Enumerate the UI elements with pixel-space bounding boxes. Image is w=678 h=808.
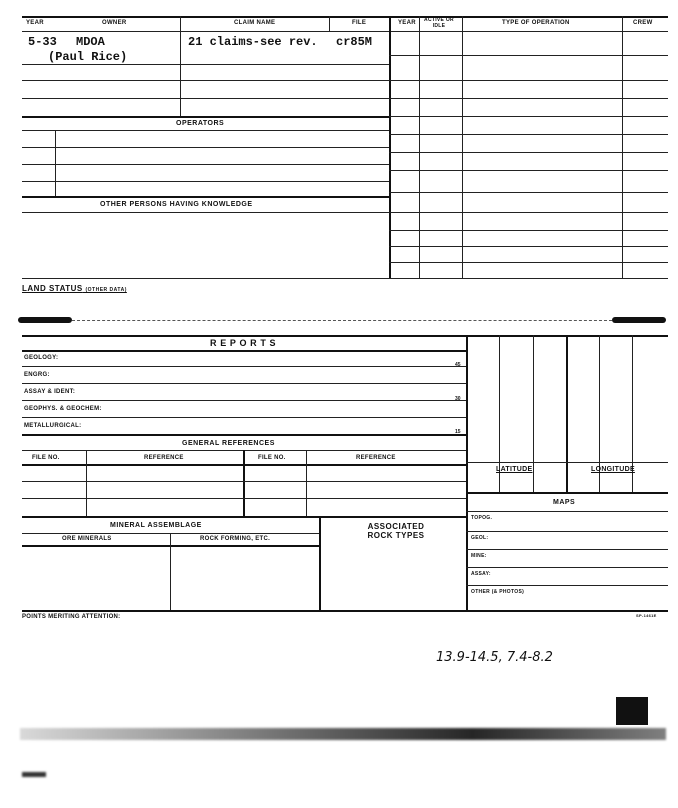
other-persons-heading: OTHER PERSONS HAVING KNOWLEDGE bbox=[100, 201, 253, 208]
land-status-note: (OTHER DATA) bbox=[85, 287, 127, 293]
divider bbox=[389, 98, 668, 99]
col-rock-forming: ROCK FORMING, ETC. bbox=[200, 536, 271, 542]
divider bbox=[22, 181, 389, 182]
map-assay: ASSAY: bbox=[471, 571, 491, 577]
report-engrg: ENGRG: bbox=[24, 372, 50, 378]
divider bbox=[22, 130, 389, 131]
scan-streak bbox=[20, 728, 666, 740]
entry-claim-name: 21 claims-see rev. bbox=[188, 35, 318, 49]
divider bbox=[22, 164, 389, 165]
divider bbox=[389, 170, 668, 171]
map-topog: TOPOG. bbox=[471, 515, 493, 521]
header-crew: CREW bbox=[633, 20, 653, 26]
divider bbox=[22, 366, 466, 367]
divider bbox=[22, 147, 389, 148]
divider bbox=[466, 585, 668, 586]
header-year: YEAR bbox=[26, 20, 44, 26]
header-owner: OWNER bbox=[102, 20, 127, 26]
divider bbox=[22, 31, 668, 32]
divider bbox=[533, 335, 534, 492]
ref-col-file-no-2: FILE NO. bbox=[258, 455, 286, 461]
ref-col-reference-2: REFERENCE bbox=[356, 455, 396, 461]
divider bbox=[22, 481, 466, 482]
report-geology: GEOLOGY: bbox=[24, 355, 59, 361]
header-active-idle: ACTIVE OR IDLE bbox=[424, 17, 454, 29]
divider bbox=[329, 16, 330, 31]
latitude-label: LATITUDE bbox=[496, 466, 533, 473]
divider bbox=[466, 492, 668, 494]
divider bbox=[22, 64, 389, 65]
divider bbox=[466, 462, 668, 463]
mineral-assemblage-heading: MINERAL ASSEMBLAGE bbox=[110, 522, 202, 529]
margin-number: 30 bbox=[455, 396, 461, 402]
report-metallurgical: METALLURGICAL: bbox=[24, 423, 82, 429]
divider bbox=[466, 335, 468, 610]
header-year-2: YEAR bbox=[398, 20, 416, 26]
divider bbox=[389, 192, 668, 193]
divider bbox=[22, 80, 389, 81]
ref-col-reference: REFERENCE bbox=[144, 455, 184, 461]
header-file: FILE bbox=[352, 20, 367, 26]
divider bbox=[306, 450, 307, 516]
scan-mark bbox=[22, 772, 46, 777]
divider bbox=[22, 434, 466, 436]
divider bbox=[22, 116, 389, 118]
divider bbox=[243, 450, 245, 516]
header-claim-name: CLAIM NAME bbox=[234, 20, 276, 26]
divider bbox=[22, 212, 389, 213]
ref-col-file-no: FILE NO. bbox=[32, 455, 60, 461]
divider bbox=[72, 320, 612, 321]
divider bbox=[22, 417, 466, 418]
entry-year: 5-33 bbox=[28, 35, 57, 49]
entry-file: cr85M bbox=[336, 35, 373, 49]
handwritten-note: 13.9-14.5, 7.4-8.2 bbox=[436, 650, 553, 665]
divider bbox=[22, 278, 668, 279]
divider bbox=[22, 400, 466, 401]
divider bbox=[466, 511, 668, 512]
divider bbox=[389, 55, 668, 56]
header-type-of-operation: TYPE OF OPERATION bbox=[502, 20, 570, 26]
report-geophys: GEOPHYS. & GEOCHEM: bbox=[24, 406, 102, 412]
divider bbox=[466, 567, 668, 568]
redaction-mark bbox=[612, 317, 666, 323]
divider bbox=[55, 130, 56, 196]
divider bbox=[22, 16, 668, 18]
divider bbox=[389, 262, 668, 263]
scan-mark bbox=[616, 697, 648, 725]
margin-number: 45 bbox=[455, 362, 461, 368]
divider bbox=[22, 350, 466, 352]
divider bbox=[22, 196, 389, 198]
report-assay: ASSAY & IDENT: bbox=[24, 389, 76, 395]
reports-heading: R E P O R T S bbox=[210, 338, 277, 348]
divider bbox=[170, 533, 171, 610]
redaction-mark bbox=[18, 317, 72, 323]
divider bbox=[22, 516, 466, 518]
general-references-heading: GENERAL REFERENCES bbox=[182, 440, 275, 447]
map-mine: MINE: bbox=[471, 553, 487, 559]
divider bbox=[389, 246, 668, 247]
longitude-label: LONGITUDE bbox=[591, 466, 635, 473]
divider bbox=[389, 134, 668, 135]
divider bbox=[86, 450, 87, 516]
entry-owner-person: (Paul Rice) bbox=[48, 50, 128, 64]
divider bbox=[466, 531, 668, 532]
divider bbox=[466, 549, 668, 550]
divider bbox=[389, 152, 668, 153]
points-meriting-attention: POINTS MERITING ATTENTION: bbox=[22, 614, 121, 620]
land-status-heading bbox=[22, 284, 127, 293]
divider bbox=[22, 335, 668, 337]
margin-number: 15 bbox=[455, 429, 461, 435]
divider bbox=[389, 230, 668, 231]
map-geol: GEOL: bbox=[471, 535, 489, 541]
entry-owner: MDOA bbox=[76, 35, 105, 49]
operators-heading: OPERATORS bbox=[176, 120, 225, 127]
maps-heading: MAPS bbox=[553, 499, 576, 506]
divider bbox=[319, 516, 321, 610]
divider bbox=[566, 335, 568, 492]
form-number: SP-1461E bbox=[636, 613, 657, 618]
col-ore-minerals: ORE MINERALS bbox=[62, 536, 112, 542]
land-status-label: LAND STATUS bbox=[22, 284, 83, 293]
map-other: OTHER (& PHOTOS) bbox=[471, 589, 525, 595]
divider bbox=[22, 498, 466, 499]
divider bbox=[389, 80, 668, 81]
divider bbox=[22, 98, 389, 99]
divider bbox=[180, 16, 181, 116]
divider bbox=[22, 610, 668, 612]
divider bbox=[389, 116, 668, 117]
associated-rock-types-heading: ASSOCIATED ROCK TYPES bbox=[367, 522, 425, 540]
divider bbox=[22, 383, 466, 384]
divider bbox=[389, 212, 668, 213]
